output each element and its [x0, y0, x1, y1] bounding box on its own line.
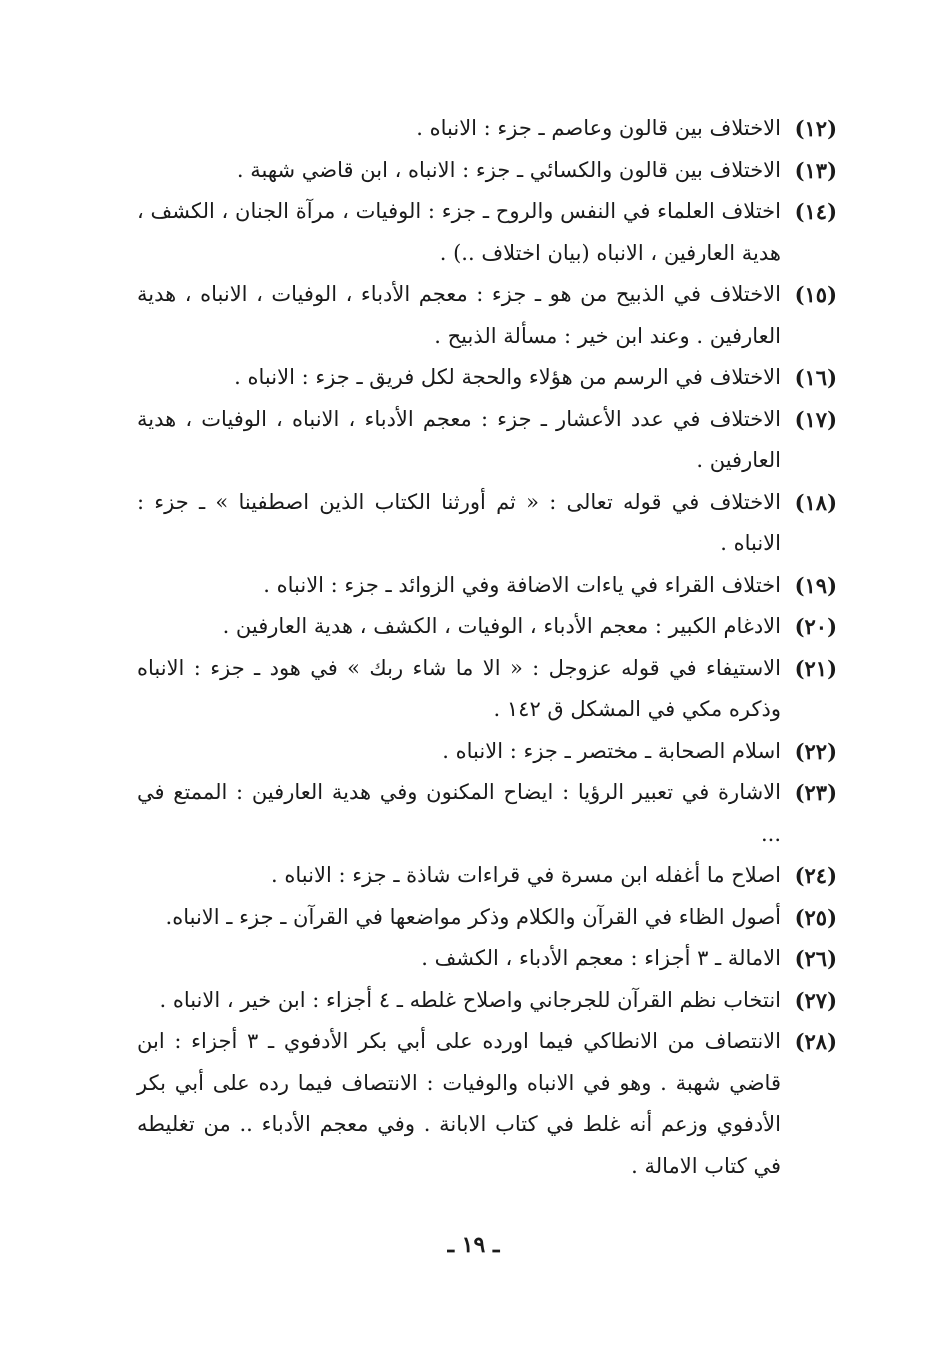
entry-number: (١٨) [794, 489, 837, 515]
entry-number: (٢٣) [794, 780, 837, 805]
entry-text: اصلاح ما أغفله ابن مسرة في قراءات شاذة ـ جزء : الانباه . [271, 863, 781, 887]
entry-number: (٢٦) [794, 946, 837, 971]
entry-number: (٢٨) [794, 1029, 837, 1054]
entry-text: الاشارة في تعبير الرؤيا : ايضاح المكنون وفي هدية العارفين : الممتع في ... [137, 780, 781, 846]
entry-number: (١٥) [794, 282, 837, 307]
entry-number: (١٧) [794, 406, 837, 432]
list-item [137, 731, 837, 773]
entry-text: الادغام الكبير : معجم الأدباء ، الوفيات ، الكشف ، هدية العارفين . [222, 614, 781, 638]
entry-text: الاختلاف في عدد الأعشار ـ جزء : معجم الأدباء ، الانباه ، الوفيات ، هدية العارفين . [137, 406, 781, 472]
entry-text: الاختلاف في الذبيح من هو ـ جزء : معجم الأدباء ، الوفيات ، الانباه ، هدية العارفين . وعند ابن خير : مسألة الذبيح . [137, 282, 781, 348]
entry-text: اسلام الصحابة ـ مختصر ـ جزء : الانباه . [442, 738, 781, 763]
list-item [137, 399, 837, 482]
list-item [137, 1021, 837, 1187]
entry-text: الاستيفاء في قوله عزوجل : « الا ما شاء ربك » في هود ـ جزء : الانباه وذكره مكي في المشكل ق ١٤٢ . [137, 655, 781, 721]
entry-text: الاختلاف بين قالون وعاصم ـ جزء : الانباه . [416, 116, 781, 140]
page-number: ـ ١٩ ـ [447, 1232, 500, 1258]
entry-text: أصول الظاء في القرآن والكلام وذكر مواضعها في القرآن ـ جزء ـ الانباه. [165, 904, 781, 929]
entry-number: (١٤) [794, 199, 837, 224]
list-item [137, 897, 837, 939]
list-item [137, 980, 837, 1022]
entry-number: (١٣) [794, 157, 837, 183]
entry-text: اختلاف العلماء في النفس والروح ـ جزء : الوفيات ، مرآة الجنان ، الكشف ، هدية العارفين ، الانباه (بيان اختلاف ..) . [137, 199, 781, 265]
entry-number: (٢٥) [794, 904, 837, 930]
list-item [137, 606, 837, 648]
entry-number: (١٦) [794, 365, 837, 390]
list-item [137, 938, 837, 980]
list-item [137, 357, 837, 399]
list-item [137, 150, 837, 192]
list-item [137, 772, 837, 855]
entry-text: الانتصاف من الانطاكي فيما اورده على أبي بكر الأدفوي ـ ٣ أجزاء : ابن قاضي شهبة . وهو في الانباه والوفيات : الانتصاف فيما رده على أبي بكر الأدفوي وزعم أنه غلط في كتاب الابانة . وفي معجم الأدباء .. من تغليطه في كتاب الامالة . [137, 1029, 781, 1178]
entry-text: الاختلاف في الرسم من هؤلاء والحجة لكل فريق ـ جزء : الانباه . [234, 365, 781, 389]
list-item [137, 274, 837, 357]
entry-number: (٢١) [794, 655, 837, 681]
entry-text: الاختلاف بين قالون والكسائي ـ جزء : الانباه ، ابن قاضي شهبة . [236, 157, 781, 182]
list-item [137, 108, 837, 150]
entry-number: (٢٠) [794, 614, 837, 639]
list-item [137, 855, 837, 897]
list-item [137, 648, 837, 731]
entry-text: اختلاف القراء في ياءات الاضافة وفي الزوائد ـ جزء : الانباه . [263, 572, 781, 597]
list-item [137, 565, 837, 607]
entry-text: الامالة ـ ٣ أجزاء : معجم الأدباء ، الكشف . [421, 946, 781, 970]
list-item [137, 482, 837, 565]
bibliography-list [137, 108, 837, 1187]
entry-number: (٢٤) [794, 863, 837, 888]
entry-number: (١٢) [794, 116, 837, 141]
entry-number: (١٩) [794, 572, 837, 598]
entry-text: انتخاب نظم القرآن للجرجاني واصلاح غلطه ـ ٤ أجزاء : ابن خير ، الانباه . [159, 987, 781, 1012]
entry-number: (٢٢) [794, 738, 837, 764]
entry-text: الاختلاف في قوله تعالى : « ثم أورثنا الكتاب الذين اصطفينا » ـ جزء : الانباه . [137, 489, 781, 555]
entry-number: (٢٧) [794, 987, 837, 1013]
list-item [137, 191, 837, 274]
